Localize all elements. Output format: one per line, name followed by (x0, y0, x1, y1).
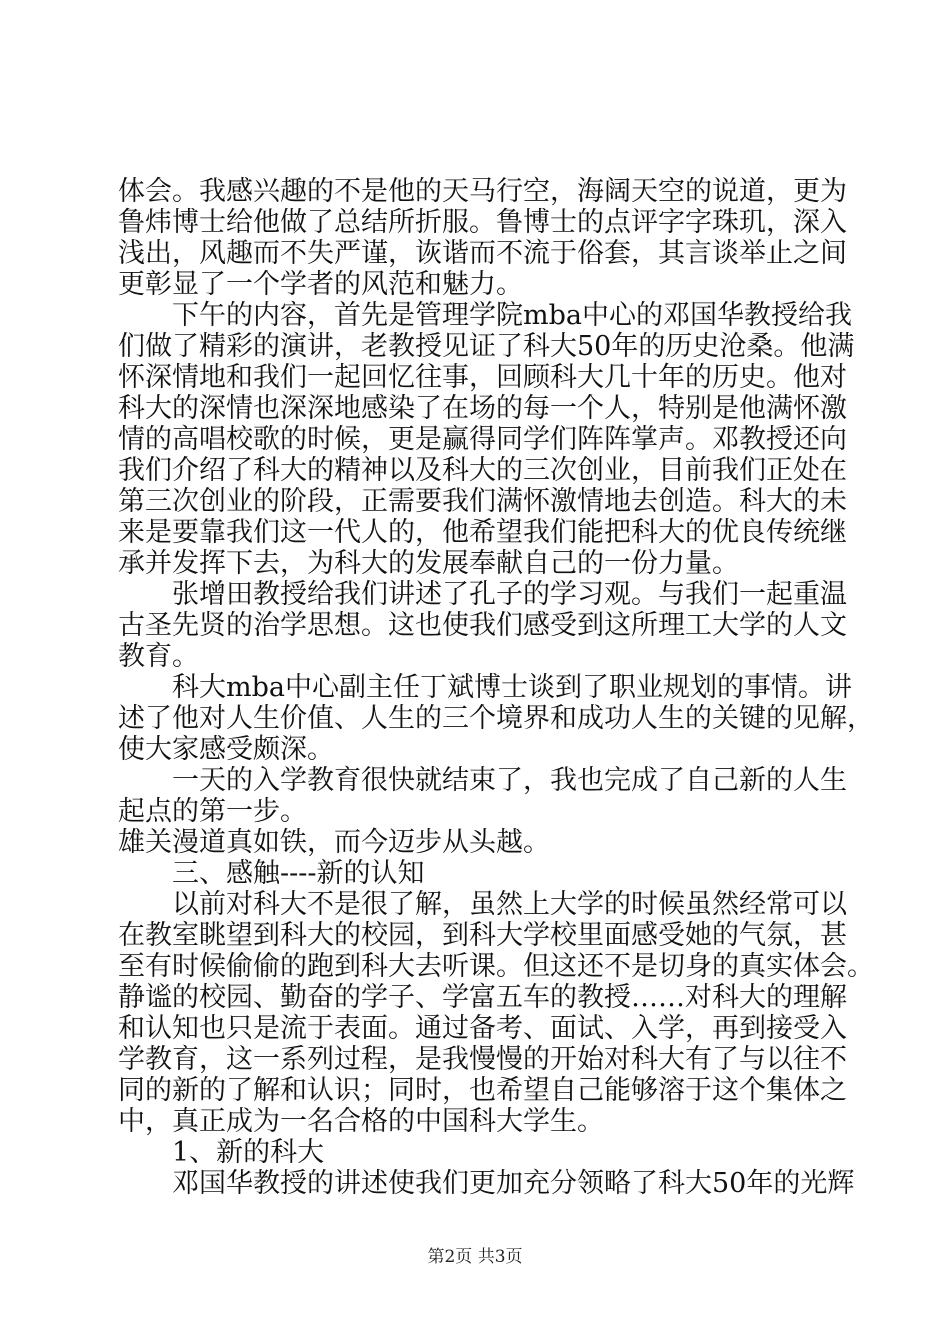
paragraph-line: 静谧的校园、勤奋的学子、学富五车的教授……对科大的理解 (118, 982, 847, 1013)
subsection-heading: 1、新的科大 (172, 1137, 325, 1168)
paragraph-line: 邓国华教授的讲述使我们更加充分领略了科大50年的光辉 (172, 1168, 855, 1199)
paragraph-line: 至有时候偷偷的跑到科大去听课。但这还不是切身的真实体会。 (118, 951, 874, 982)
paragraph-line: 承并发挥下去，为科大的发展奉献自己的一份力量。 (118, 548, 739, 579)
paragraph-line: 述了他对人生价值、人生的三个境界和成功人生的关键的见解， (118, 703, 874, 734)
paragraph-line: 科大的深情也深深地感染了在场的每一个人，特别是他满怀激 (118, 393, 847, 424)
paragraph-line: 学教育，这一系列过程，是我慢慢的开始对科大有了与以往不 (118, 1044, 847, 1075)
paragraph-line: 来是要靠我们这一代人的，他希望我们能把科大的优良传统继 (118, 517, 847, 548)
paragraph-line: 起点的第一步。 (118, 796, 307, 827)
paragraph-line: 和认知也只是流于表面。通过备考、面试、入学，再到接受入 (118, 1013, 847, 1044)
paragraph-line: 在教室眺望到科大的校园，到科大学校里面感受她的气氛，甚 (118, 920, 847, 951)
paragraph-line: 情的高唱校歌的时候，更是赢得同学们阵阵掌声。邓教授还向 (118, 424, 847, 455)
paragraph-line: 鲁炜博士给他做了总结所折服。鲁博士的点评字字珠玑，深入 (118, 207, 847, 238)
paragraph-line: 一天的入学教育很快就结束了，我也完成了自己新的人生 (172, 765, 847, 796)
paragraph-line: 更彰显了一个学者的风范和魅力。 (118, 269, 523, 300)
paragraph-line: 我们介绍了科大的精神以及科大的三次创业，目前我们正处在 (118, 455, 847, 486)
paragraph-line: 科大mba中心副主任丁斌博士谈到了职业规划的事情。讲 (172, 672, 852, 703)
section-heading: 三、感触----新的认知 (172, 858, 425, 889)
paragraph-line: 怀深情地和我们一起回忆往事，回顾科大几十年的历史。他对 (118, 362, 847, 393)
paragraph-line: 中，真正成为一名合格的中国科大学生。 (118, 1106, 604, 1137)
paragraph-line: 以前对科大不是很了解，虽然上大学的时候虽然经常可以 (172, 889, 847, 920)
paragraph-line: 古圣先贤的治学思想。这也使我们感受到这所理工大学的人文 (118, 610, 847, 641)
body-text (118, 176, 874, 1199)
paragraph-line: 使大家感受颇深。 (118, 734, 334, 765)
paragraph-line: 教育。 (118, 641, 199, 672)
paragraph-line: 张增田教授给我们讲述了孔子的学习观。与我们一起重温 (172, 579, 847, 610)
paragraph-line: 体会。我感兴趣的不是他的天马行空，海阔天空的说道，更为 (118, 176, 847, 207)
paragraph-line: 下午的内容，首先是管理学院mba中心的邓国华教授给我 (172, 300, 852, 331)
paragraph-line: 第三次创业的阶段，正需要我们满怀激情地去创造。科大的未 (118, 486, 847, 517)
paragraph-line: 雄关漫道真如铁，而今迈步从头越。 (118, 827, 550, 858)
paragraph-line: 浅出，风趣而不失严谨，诙谐而不流于俗套，其言谈举止之间 (118, 238, 847, 269)
page-footer: 第2页 共3页 (427, 1247, 523, 1267)
paragraph-line: 们做了精彩的演讲，老教授见证了科大50年的历史沧桑。他满 (118, 331, 855, 362)
paragraph-line: 同的新的了解和认识；同时，也希望自己能够溶于这个集体之 (118, 1075, 847, 1106)
